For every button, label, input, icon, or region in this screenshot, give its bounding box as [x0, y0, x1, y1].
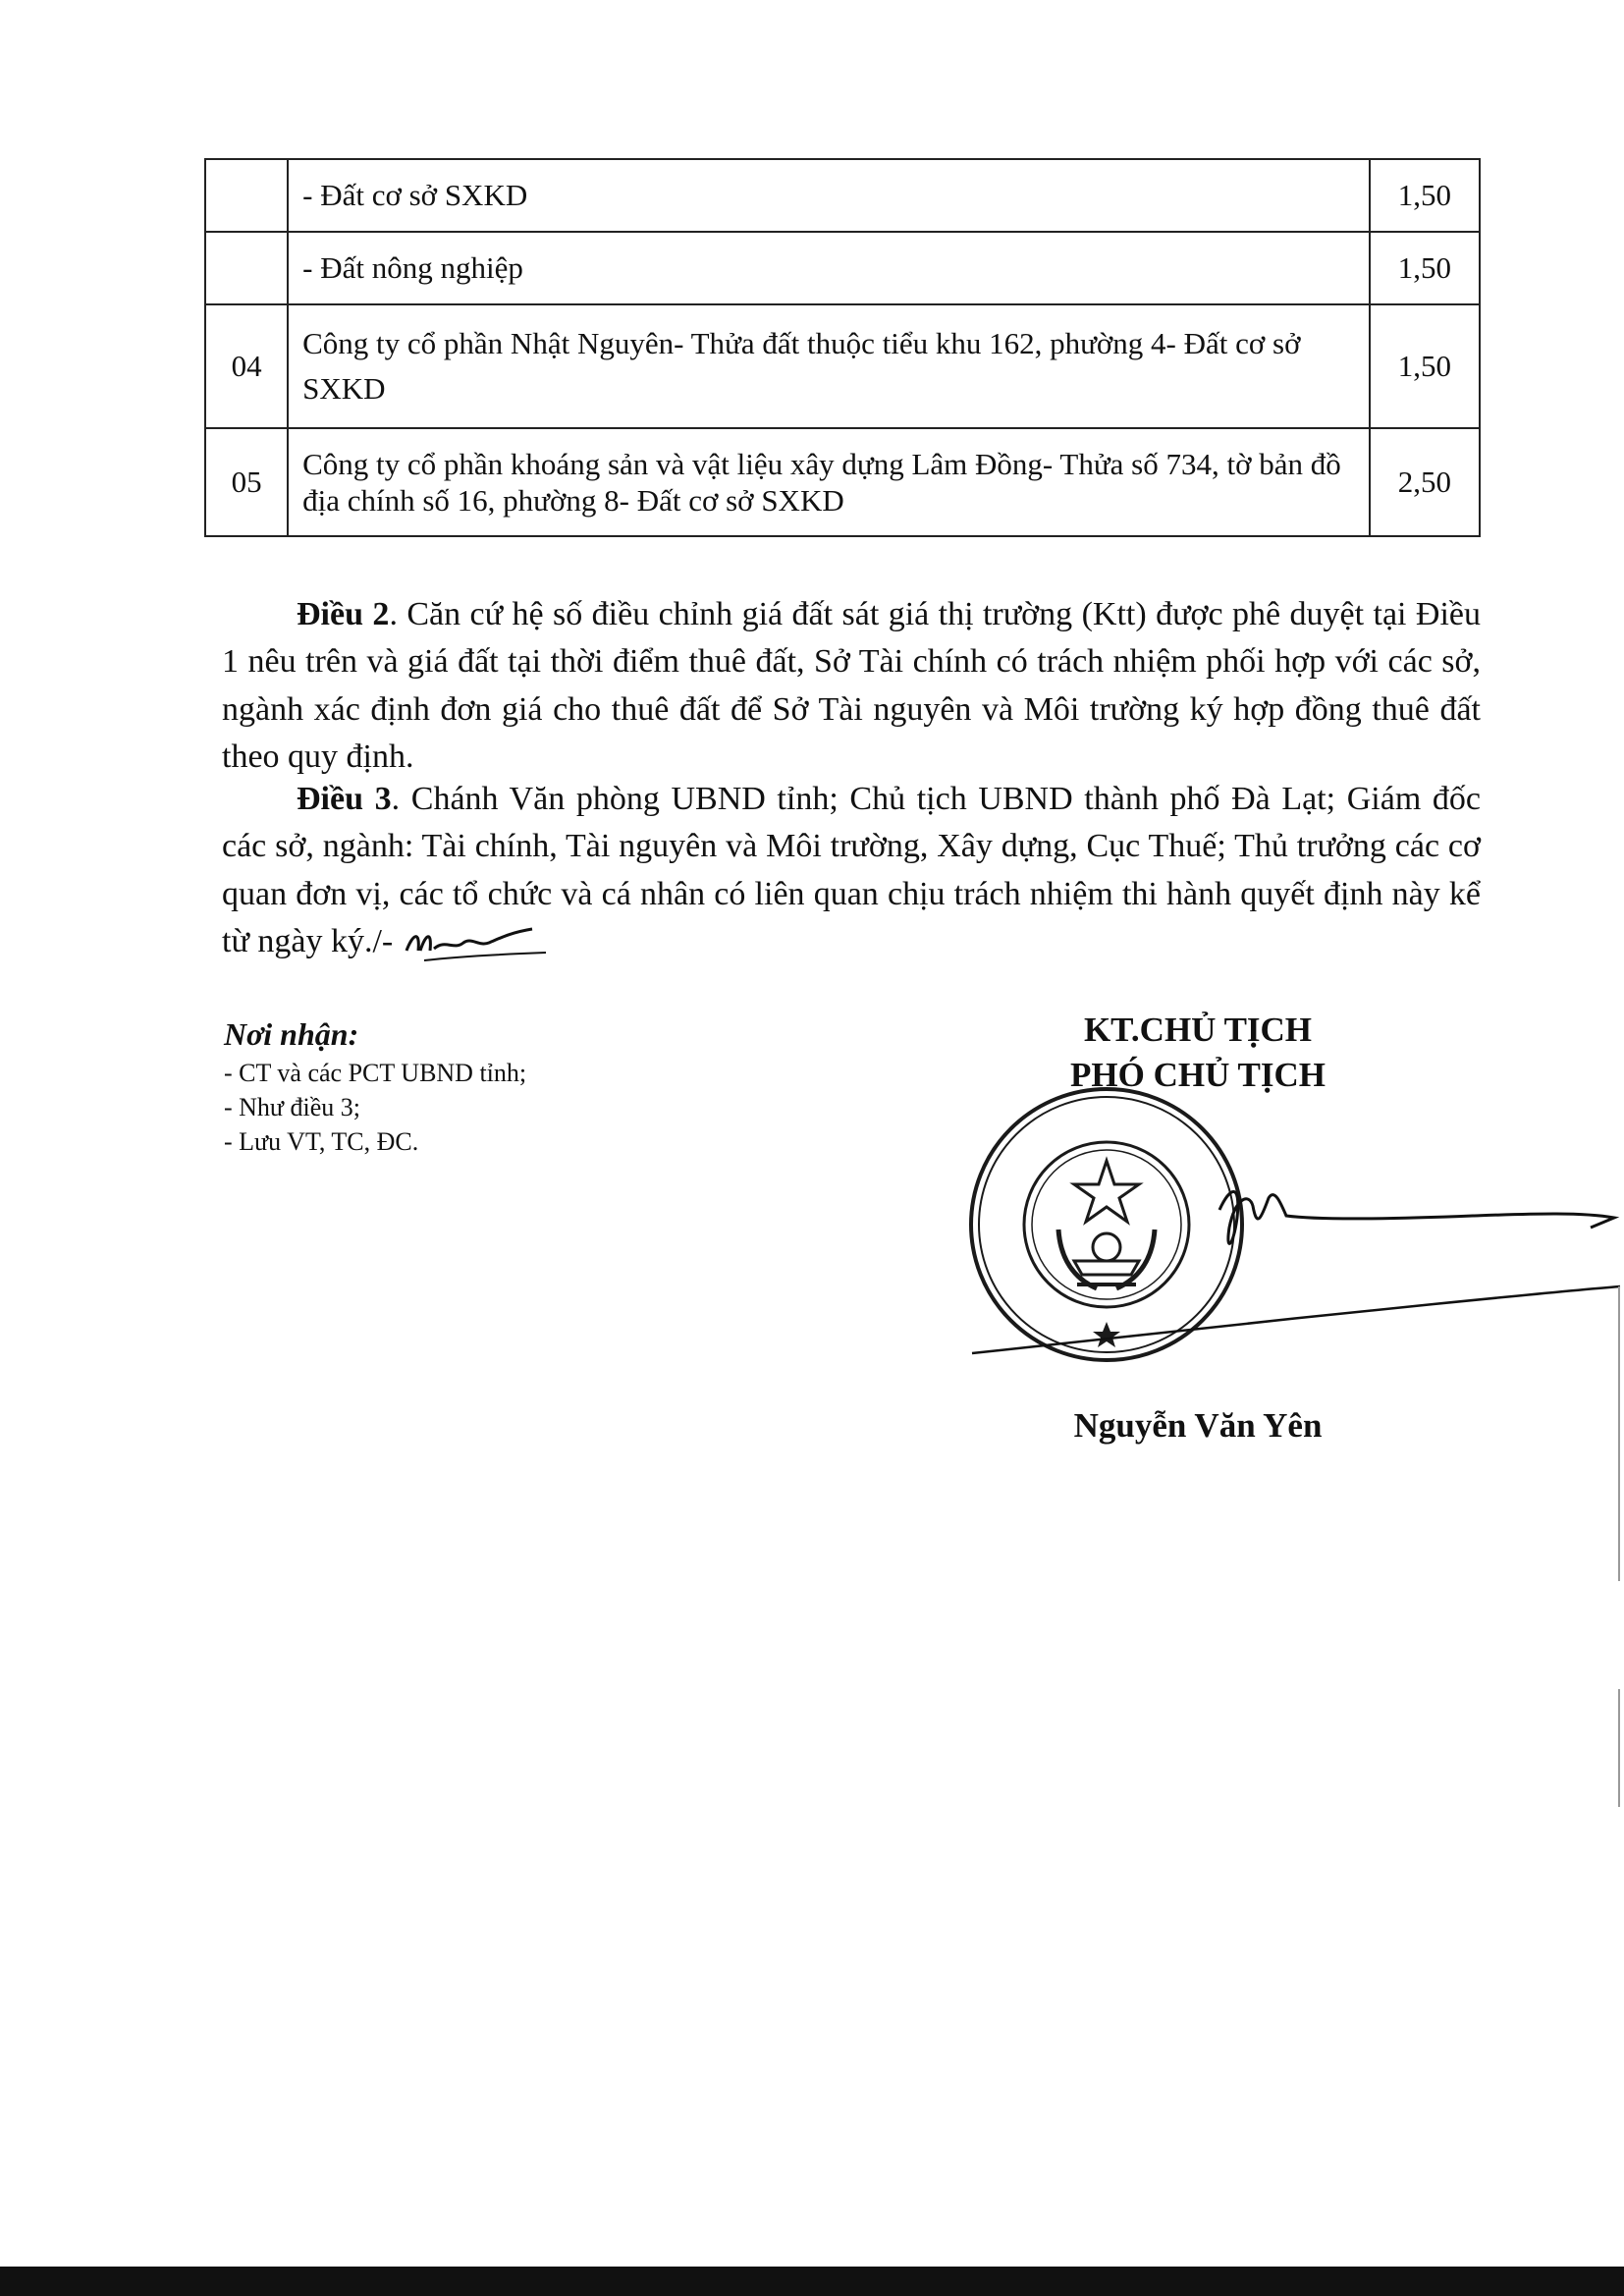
recipients-title: Nơi nhận:	[224, 1016, 359, 1052]
recipient-item: - CT và các PCT UBND tỉnh;	[224, 1059, 527, 1088]
scan-edge-mark	[1618, 1689, 1620, 1807]
row-number	[205, 232, 288, 304]
row-number: 05	[205, 428, 288, 536]
row-coefficient: 1,50	[1370, 232, 1480, 304]
initial-scribble	[399, 921, 566, 966]
article-3-text: . Chánh Văn phòng UBND tỉnh; Chủ tịch UBND thành phố Đà Lạt; Giám đốc các sở, ngành: Tài chính, Tài nguyên và Môi trường, Xây dựng, Cục Thuế; Thủ trưởng các cơ quan đơn vị, các tổ chức và cá nhân có liên quan chịu trách nhiệm thi hành quyết định này kể từ ngày ký./-	[222, 781, 1482, 959]
row-description: - Đất cơ sở SXKD	[288, 159, 1370, 232]
recipients-block	[224, 1013, 526, 1159]
recipient-item: - Lưu VT, TC, ĐC.	[224, 1127, 419, 1157]
handwritten-signature	[962, 1159, 1624, 1365]
article-2-text: . Căn cứ hệ số điều chỉnh giá đất sát giá thị trường (Ktt) được phê duyệt tại Điều 1 nêu trên và giá đất tại thời điểm thuê đất, Sở Tài chính có trách nhiệm phối hợp với các sở, ngành xác định đơn giá cho thuê đất để Sở Tài nguyên và Môi trường ký hợp đồng thuê đất theo quy định.	[222, 596, 1481, 775]
signatory-title-line2: PHÓ CHỦ TỊCH	[1070, 1055, 1326, 1094]
row-description: Công ty cổ phần Nhật Nguyên- Thửa đất thuộc tiểu khu 162, phường 4- Đất cơ sở SXKD	[288, 304, 1370, 428]
scan-edge-mark	[1618, 1286, 1620, 1581]
row-coefficient: 2,50	[1370, 428, 1480, 536]
land-price-coefficient-table	[204, 158, 1481, 537]
table-row	[205, 304, 1480, 428]
table-row	[205, 232, 1480, 304]
row-number	[205, 159, 288, 232]
article-2	[222, 591, 1481, 781]
article-3-label: Điều 3	[297, 781, 392, 817]
recipient-item: - Như điều 3;	[224, 1093, 361, 1122]
row-description: - Đất nông nghiệp	[288, 232, 1370, 304]
row-coefficient: 1,50	[1370, 159, 1480, 232]
row-number: 04	[205, 304, 288, 428]
article-2-label: Điều 2	[297, 596, 390, 632]
signatory-name: Nguyễn Văn Yên	[1073, 1406, 1323, 1445]
table-row	[205, 159, 1480, 232]
signatory-title-line1: KT.CHỦ TỊCH	[1083, 1011, 1313, 1049]
row-coefficient: 1,50	[1370, 304, 1480, 428]
article-3	[222, 776, 1481, 966]
row-description: Công ty cổ phần khoáng sản và vật liệu xây dựng Lâm Đồng- Thửa số 734, tờ bản đồ địa chính số 16, phường 8- Đất cơ sở SXKD	[288, 428, 1370, 536]
scan-bottom-border	[0, 2267, 1624, 2296]
table-row	[205, 428, 1480, 536]
